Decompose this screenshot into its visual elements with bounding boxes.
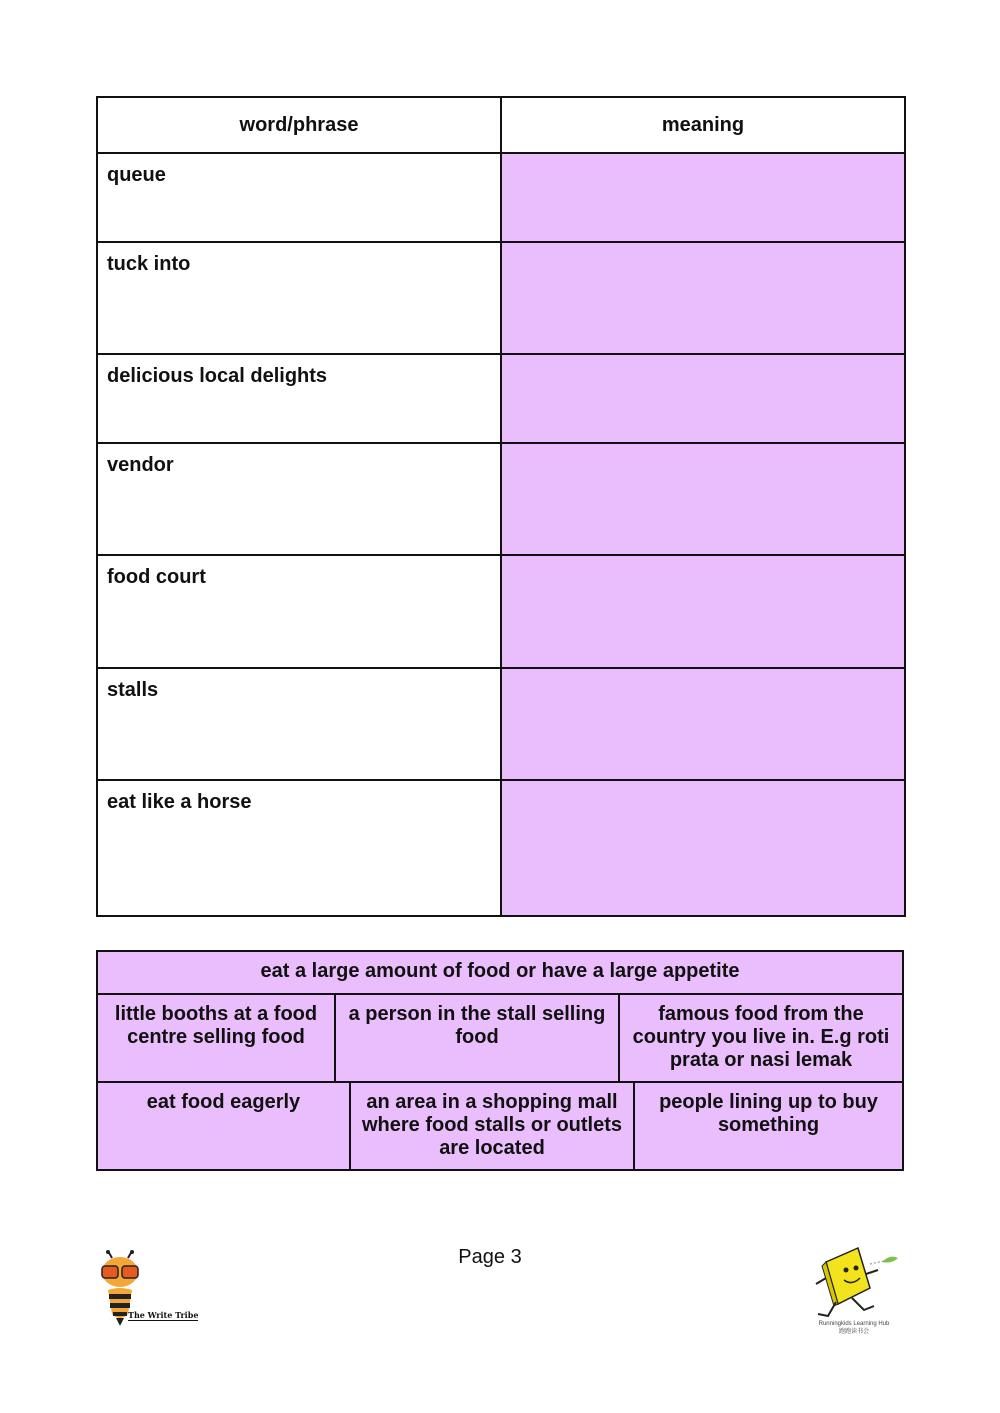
word-cell: queue bbox=[97, 153, 501, 242]
header-word-phrase: word/phrase bbox=[97, 97, 501, 153]
word-cell: delicious local delights bbox=[97, 354, 501, 443]
word-cell: vendor bbox=[97, 443, 501, 555]
logo-right-subname: 跑跑读书会 bbox=[838, 1329, 869, 1335]
meaning-drop-zone[interactable] bbox=[501, 780, 905, 916]
answer-option[interactable]: an area in a shopping mall where food stalls or outlets are located bbox=[351, 1083, 635, 1169]
word-bank bbox=[96, 950, 904, 1171]
meaning-drop-zone[interactable] bbox=[501, 443, 905, 555]
answer-option[interactable]: eat a large amount of food or have a large appetite bbox=[260, 960, 740, 982]
page-number: Page 3 bbox=[458, 1246, 522, 1268]
word-cell: food court bbox=[97, 555, 501, 668]
meaning-drop-zone[interactable] bbox=[501, 153, 905, 242]
answer-option[interactable]: eat food eagerly bbox=[98, 1083, 351, 1169]
table-row bbox=[97, 780, 905, 916]
word-bank-row bbox=[98, 952, 902, 995]
meaning-drop-zone[interactable] bbox=[501, 668, 905, 780]
table-row bbox=[97, 555, 905, 668]
logo-right-caption bbox=[812, 1320, 896, 1336]
word-bank-row bbox=[98, 1083, 902, 1169]
word-cell: tuck into bbox=[97, 242, 501, 354]
logo-left-caption: The Write Tribe bbox=[128, 1310, 199, 1320]
word-cell: stalls bbox=[97, 668, 501, 780]
table-row bbox=[97, 354, 905, 443]
table-row bbox=[97, 242, 905, 354]
header-meaning: meaning bbox=[501, 97, 905, 153]
table-row bbox=[97, 668, 905, 780]
answer-option[interactable]: a person in the stall selling food bbox=[336, 995, 620, 1081]
answer-option[interactable]: little booths at a food centre selling food bbox=[98, 995, 336, 1081]
table-row bbox=[97, 443, 905, 555]
answer-option[interactable]: famous food from the country you live in. E.g roti prata or nasi lemak bbox=[632, 1003, 890, 1071]
answer-option[interactable]: people lining up to buy something bbox=[659, 1091, 878, 1136]
meaning-drop-zone[interactable] bbox=[501, 242, 905, 354]
meaning-drop-zone[interactable] bbox=[501, 354, 905, 443]
meaning-drop-zone[interactable] bbox=[501, 555, 905, 668]
vocabulary-table bbox=[96, 96, 906, 917]
table-header-row bbox=[97, 97, 905, 153]
word-bank-row bbox=[98, 995, 902, 1083]
table-row bbox=[97, 153, 905, 242]
word-cell: eat like a horse bbox=[97, 780, 501, 916]
logo-right-name: Runningkids Learning Hub bbox=[818, 1321, 890, 1327]
